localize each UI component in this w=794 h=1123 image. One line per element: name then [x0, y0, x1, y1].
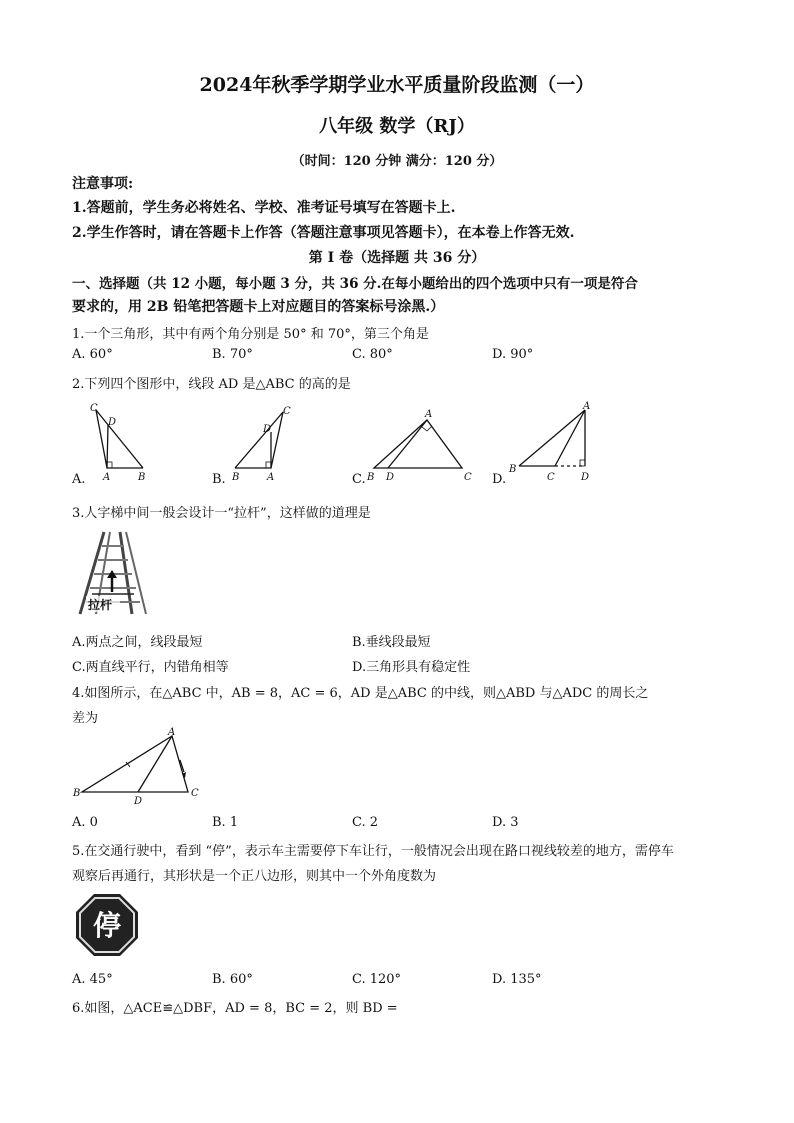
question-1-option-b[interactable]: B. 70°: [212, 347, 253, 362]
question-4-option-a[interactable]: A. 0: [72, 815, 98, 830]
section-instructions-line1: 一、选择题（共 12 小题，每小题 3 分，共 36 分.在每小题给出的四个选项中只有一项是符合: [72, 276, 638, 292]
question-4-option-b[interactable]: B. 1: [212, 815, 239, 830]
fig-4-label-d: D: [134, 796, 143, 807]
question-3-option-a[interactable]: A.两点之间，线段最短: [72, 635, 203, 650]
question-1-stem: 1.一个三角形，其中有两个角分别是 50° 和 70°，第三个角是: [72, 327, 429, 342]
question-4-option-c[interactable]: C. 2: [352, 815, 379, 830]
question-2-option-d[interactable]: D.: [492, 472, 507, 487]
fig-a-label-a: A: [103, 472, 111, 480]
question-1-option-a[interactable]: A. 60°: [72, 347, 113, 362]
ladder-label: 拉杆: [88, 598, 113, 612]
fig-c-label-c: C: [464, 472, 472, 480]
fig-c-label-b: B: [367, 472, 375, 480]
question-3-option-c[interactable]: C.两直线平行，内错角相等: [72, 660, 229, 675]
exam-title: 2024年秋季学期学业水平质量阶段监测（一）: [199, 74, 595, 96]
fig-b-label-c: C: [283, 406, 291, 417]
question-4-stem-line1: 4.如图所示，在△ABC 中，AB = 8，AC = 6，AD 是△ABC 的中线，则△ABD 与△ADC 的周长之: [72, 686, 649, 701]
question-4-figure: [70, 726, 210, 808]
question-2-stem: 2.下列四个图形中，线段 AD 是△ABC 的高的是: [72, 377, 351, 392]
question-3-option-b[interactable]: B.垂线段最短: [352, 635, 431, 650]
question-5-stop-sign-image: [74, 892, 140, 958]
fig-b-label-b: B: [232, 472, 240, 480]
question-5-option-a[interactable]: A. 45°: [72, 972, 113, 987]
question-3-stem: 3.人字梯中间一般会设计一“拉杆”，这样做的道理是: [72, 506, 371, 521]
fig-4-label-b: B: [73, 788, 81, 799]
question-5-stem-line2: 观察后再通行，其形状是一个正八边形，则其中一个外角度数为: [72, 869, 437, 884]
notes-item-2: 2.学生作答时，请在答题卡上作答（答题注意事项见答题卡），在本卷上作答无效.: [72, 225, 575, 241]
question-1-option-c[interactable]: C. 80°: [352, 347, 393, 362]
fig-b-label-d: D: [263, 424, 272, 435]
question-2-figure-a: [80, 400, 160, 480]
question-2-figure-c: [362, 400, 477, 480]
fig-4-label-c: C: [191, 788, 199, 799]
fig-c-label-a: A: [425, 409, 433, 420]
question-3-ladder-image: [74, 528, 152, 620]
exam-subtitle: 八年级 数学（RJ）: [319, 116, 475, 137]
time-info: （时间：120 分钟 满分：120 分）: [291, 154, 503, 169]
question-2-figure-b: [225, 400, 305, 480]
question-1-option-d[interactable]: D. 90°: [492, 347, 534, 362]
question-4-stem-line2: 差为: [72, 711, 99, 726]
section-instructions-line2: 要求的，用 2B 铅笔把答题卡上对应题目的答案标号涂黑.）: [72, 299, 445, 315]
question-2-option-c[interactable]: C.: [352, 472, 366, 487]
question-2-option-a[interactable]: A.: [72, 472, 86, 487]
stop-sign-char: 停: [92, 909, 122, 942]
fig-a-label-c: C: [90, 403, 98, 414]
notes-heading: 注意事项:: [72, 176, 134, 192]
fig-d-label-c: C: [547, 472, 555, 480]
notes-item-1: 1.答题前，学生务必将姓名、学校、准考证号填写在答题卡上.: [72, 200, 456, 216]
fig-d-label-d: D: [581, 472, 590, 480]
question-2-option-b[interactable]: B.: [212, 472, 226, 487]
question-4-option-d[interactable]: D. 3: [492, 815, 519, 830]
fig-a-label-d: D: [108, 417, 117, 428]
fig-4-label-a: A: [168, 727, 176, 738]
section-heading: 第 Ⅰ 卷（选择题 共 36 分）: [308, 250, 486, 266]
question-5-option-c[interactable]: C. 120°: [352, 972, 402, 987]
fig-b-label-a: A: [267, 472, 275, 480]
question-3-option-d[interactable]: D.三角形具有稳定性: [352, 660, 471, 675]
question-5-option-b[interactable]: B. 60°: [212, 972, 253, 987]
question-6-stem: 6.如图，△ACE≌△DBF，AD = 8，BC = 2，则 BD =: [72, 1001, 398, 1016]
question-5-option-d[interactable]: D. 135°: [492, 972, 542, 987]
question-2-figure-d: [505, 400, 600, 480]
fig-a-label-b: B: [138, 472, 146, 480]
fig-c-label-d: D: [386, 472, 395, 480]
fig-d-label-a: A: [583, 401, 591, 412]
question-5-stem-line1: 5.在交通行驶中，看到 “停”，表示车主需要停下车让行，一般情况会出现在路口视线较差的地方，需停车: [72, 844, 674, 859]
fig-d-label-b: B: [509, 464, 517, 475]
